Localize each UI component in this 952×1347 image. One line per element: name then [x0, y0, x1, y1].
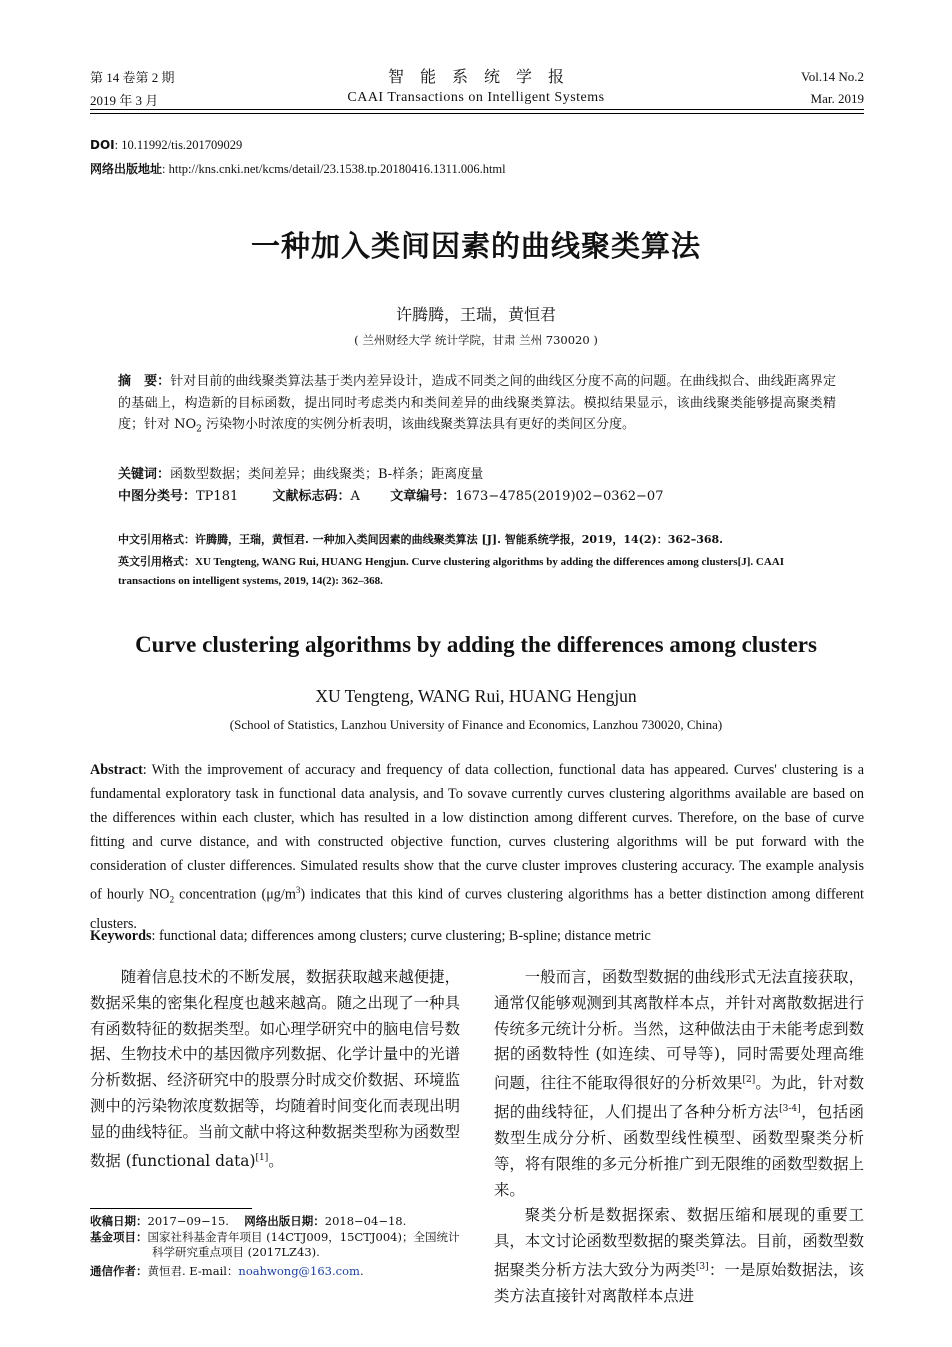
citation-en-text: XU Tengteng, WANG Rui, HUANG Hengjun. Curve clustering algorithms by adding the differences among clusters[J]. CAAI transactions on intelligent systems, 2019, 14(2): 362–368. — [118, 556, 785, 587]
citation-cn-label: 中文引用格式： — [118, 533, 195, 546]
header-rule — [90, 109, 864, 110]
affiliation-en: (School of Statistics, Lanzhou University of Finance and Economics, Lanzhou 730020, China) — [229, 717, 723, 732]
abstract-cn — [118, 371, 836, 441]
page-title-en: Curve clustering algorithms by adding the differences among clusters — [135, 632, 817, 657]
online-label: 网络出版日期： — [244, 1214, 325, 1228]
url-value[interactable]: : http://kns.cnki.net/kcms/detail/23.1538.tp.20180416.1311.006.html — [162, 162, 506, 176]
received-value: 2017−09−15. — [147, 1214, 229, 1228]
doi-label: DOI — [90, 138, 115, 152]
body-paragraph — [494, 1203, 864, 1309]
body-column-right — [494, 965, 864, 1310]
url-line — [90, 160, 506, 177]
doi-value[interactable]: : 10.11992/tis.201709029 — [114, 138, 243, 152]
body-right-p1-b: 。为此，针对数据的曲线特征，人们提出了各种分析方法 — [494, 1074, 864, 1122]
abstract-en-label: Abstract — [90, 762, 143, 778]
classification-line — [118, 485, 836, 504]
journal-date-en: Mar. 2019 — [810, 91, 864, 106]
abstract-en-text-b: concentration (μg/m — [174, 887, 296, 904]
url-label: 网络出版地址 — [90, 162, 163, 176]
reference-link[interactable]: [3-4] — [779, 1104, 801, 1115]
citation-cn — [118, 530, 836, 549]
corr-label: 通信作者： — [90, 1264, 148, 1278]
body-right-p2-b: ：一是原始数据法，该类方法直接针对离散样本点进 — [494, 1261, 864, 1305]
body-right-p2-a: 聚类分析是数据探索、数据压缩和展现的重要工具，本文讨论函数型数据的聚类算法。目前，函数型数据聚类分析方法大致分为两类 — [494, 1206, 864, 1280]
body-left-text-a: 随着信息技术的不断发展，数据获取越来越便捷，数据采集的密集化程度也越来越高。随之出现了一种具有函数特征的数据类型。如心理学研究中的脑电信号数据、生物技术中的基因微序列数据、化学计量中的光谱分析数据、经济研究中的股票分时成交价数据、环境监测中的污染物浓度数据等，均随着时间变化而表现出明显的曲线特征。当前文献中将这种数据类型称为函数型数据 (functional data) — [90, 968, 460, 1170]
online-value: 2018−04−18. — [324, 1214, 407, 1228]
abstract-en-sub: 2 — [169, 895, 175, 906]
abstract-cn-label: 摘 要： — [118, 374, 171, 389]
abstract-cn-text-b: 污染物小时浓度的实例分析表明，该曲线聚类算法具有更好的类间区分度。 — [201, 417, 636, 432]
keywords-en — [90, 928, 864, 945]
body-left-text-b: 。 — [268, 1151, 284, 1170]
doc-value: A — [350, 489, 360, 504]
fund-value: 国家社科基金青年项目 (14CTJ009，15CTJ004)；全国统计科学研究重点项目 (2017LZ43). — [147, 1230, 460, 1259]
doc-label: 文献标志码： — [272, 489, 351, 504]
reference-link[interactable]: [1] — [255, 1152, 269, 1163]
clc-value: TP181 — [196, 489, 239, 504]
keywords-en-text: : functional data; differences among clusters; curve clustering; B-spline; distance metric — [151, 928, 651, 944]
authors-cn: 许腾腾，王瑞，黄恒君 — [395, 305, 556, 324]
keywords-cn — [118, 463, 836, 482]
abstract-en-sup: 3 — [295, 885, 301, 896]
body-paragraph — [494, 965, 864, 1203]
doi-line — [90, 138, 242, 153]
footnote-dates — [90, 1214, 460, 1229]
journal-title-cn: 智 能 系 统 学 报 — [387, 69, 564, 86]
reference-link[interactable]: [2] — [742, 1075, 756, 1086]
keywords-cn-text: 函数型数据；类间差异；曲线聚类；B-样条；距离度量 — [170, 467, 484, 482]
abstract-cn-sub: 2 — [196, 424, 202, 435]
keywords-en-label: Keywords — [90, 928, 152, 944]
journal-volume: 第 14 卷第 2 期 — [90, 70, 175, 85]
citation-en-label: 英文引用格式： — [118, 555, 195, 568]
received-label: 收稿日期： — [90, 1214, 148, 1228]
keywords-cn-label: 关键词： — [118, 467, 171, 482]
citation-en — [118, 552, 836, 591]
article-value: 1673−4785(2019)02−0362−07 — [455, 489, 664, 504]
page-title-cn: 一种加入类间因素的曲线聚类算法 — [250, 229, 701, 263]
body-column-left — [90, 965, 460, 1175]
body-right-p1-c: ，包括函数型生成分分析、函数型线性模型、函数型聚类分析等，将有限维的多元分析推广到无限维的函数型数据上来。 — [494, 1103, 864, 1199]
authors-en: XU Tengteng, WANG Rui, HUANG Hengjun — [315, 686, 637, 706]
abstract-en-text-c: ) indicates that this kind of curves clustering algorithms has a better distinction among different clusters. — [90, 887, 864, 933]
corr-end: . — [359, 1264, 364, 1278]
abstract-en — [90, 758, 864, 936]
footnote-fund — [90, 1230, 460, 1260]
reference-link[interactable]: [3] — [695, 1262, 709, 1273]
body-right-p1-a: 一般而言，函数型数据的曲线形式无法直接获取，通常仅能够观测到其离散样本点，并针对离散数据进行传统多元统计分析。当然，这种做法由于未能考虑到数据的函数特性 (如连续、可导等)，同时需要处理高维问题，往往不能取得很好的分析效果 — [494, 968, 864, 1093]
fund-label: 基金项目： — [90, 1230, 148, 1244]
body-paragraph — [90, 965, 460, 1175]
citation-cn-text: 许腾腾，王瑞，黄恒君. 一种加入类间因素的曲线聚类算法 [J]. 智能系统学报，2019，14(2)：362–368. — [195, 533, 723, 546]
footnote-rule — [90, 1208, 252, 1209]
affiliation-cn: ( 兰州财经大学 统计学院，甘肃 兰州 730020 ) — [354, 333, 598, 347]
footnote-corresponding — [90, 1264, 460, 1279]
abstract-cn-text-a: 针对目前的曲线聚类算法基于类内差异设计，造成不同类之间的曲线区分度不高的问题。在曲线拟合、曲线距离界定的基础上，构造新的目标函数，提出同时考虑类内和类间差异的曲线聚类算法。模拟结果显示，该曲线聚类能够提高聚类精度；针对 NO — [118, 374, 836, 432]
corr-value: 黄恒君. E-mail： — [147, 1264, 239, 1278]
header-rule-thin — [90, 113, 864, 114]
journal-date: 2019 年 3 月 — [90, 93, 159, 108]
article-label: 文章编号： — [390, 489, 456, 504]
journal-title-en: CAAI Transactions on Intelligent Systems — [347, 90, 605, 105]
journal-vol-en: Vol.14 No.2 — [801, 69, 864, 84]
clc-label: 中图分类号： — [118, 489, 197, 504]
email-link[interactable]: noahwong@163.com — [238, 1264, 360, 1278]
abstract-en-text-a: : With the improvement of accuracy and frequency of data collection, functional data has appeared. Curves' clustering is a fundamental exploratory task in functional data analysis, and To sovave currently curves clustering algorithms available are based on the differences within each cluster, which has resulted in a low distinction among different curves. Therefore, on the base of curve fitting and curve distance, and with constructed objective function, curves clustering algorithms will be put forward with the consideration of cluster differences. Simulated results show that the curve cluster improves clustering accuracy. The example analysis of hourly NO — [90, 762, 864, 904]
